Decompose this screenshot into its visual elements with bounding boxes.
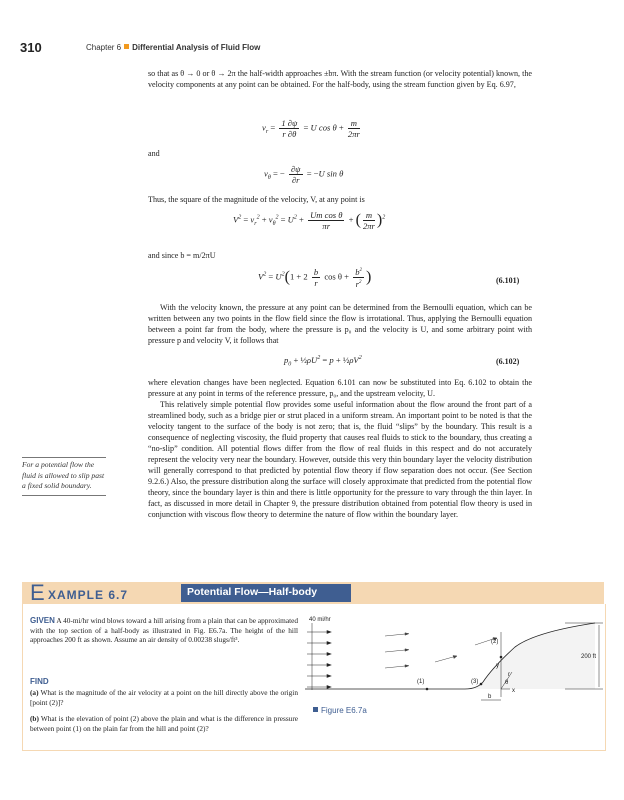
find-item-a bbox=[30, 688, 298, 707]
paragraph-2: Thus, the square of the magnitude of the velocity, V, at any point is bbox=[148, 195, 365, 204]
text-and: and bbox=[148, 149, 160, 158]
page-header bbox=[20, 40, 600, 60]
find-b-text: What is the elevation of point (2) above the plain and what is the difference in pressure between point (1) on the plain far from the hill and point (2)? bbox=[30, 714, 298, 733]
given-text: A 40-mi/hr wind blows toward a hill arising from a plain that can be approximated with the top section of a half-body as illustrated in Fig. E6.7a. The height of the hill approaches 200 ft as shown. Assume an air density of 0.00238 slugs/ft³. bbox=[30, 616, 299, 644]
paragraph-1: so that as θ → 0 or θ → 2π the half-width approaches ±bπ. With the stream function (or velocity potential) known, the velocity components at any point can be obtained. For the half-body, using the stream function given by Eq. 6.97, bbox=[148, 69, 532, 89]
given-label: GIVEN bbox=[30, 616, 55, 625]
wind-speed-label: 40 mi/hr bbox=[309, 617, 331, 623]
paragraph-6: This relatively simple potential flow provides some useful information about the flow around the front part of a streamlined body, such as a bridge pier or strut placed in a uniform stream. An important point to be noted is that the velocity tangent to the surface of the body is not zero; that is, the fluid “slips” by the boundary. This result is a consequence of neglecting viscosity, the fluid property that causes real fluids to stick to the boundary, thus creating a “no-slip” condition. All potential flows differ from the flow of real fluids in this respect and do not accurately represent the velocity very near the boundary. However, outside this very thin boundary layer the velocity distribution will generally correspond to that predicted by potential flow theory if flow separation does not occur. (See Section 9.2.6.) Also, the pressure distribution along the surface will closely approximate that predicted from the potential flow theory, since the boundary layer is thin and there is little opportunity for the pressure to vary through the thin layer. In fact, as discussed in more detail in Chapter 9, the pressure distribution obtained from potential flow theory is used in conjunction with viscous flow theory to determine the nature of flow within the boundary layer. bbox=[148, 400, 532, 519]
find-item-b bbox=[30, 714, 298, 733]
equation-number-6-101: (6.101) bbox=[496, 276, 520, 285]
y-label: y bbox=[496, 663, 499, 669]
example-title-tab bbox=[181, 584, 351, 602]
caption-square-icon bbox=[313, 707, 318, 712]
equation-number-6-102: (6.102) bbox=[496, 357, 520, 366]
point-2-label: (2) bbox=[491, 639, 499, 645]
example-number: XAMPLE 6.7 bbox=[48, 588, 129, 602]
find-label: FIND bbox=[30, 677, 49, 686]
point-3-marker bbox=[480, 683, 483, 686]
square-bullet-icon bbox=[124, 44, 129, 49]
given-section bbox=[30, 616, 298, 645]
r-label: r bbox=[508, 672, 510, 678]
equation-velocity-squared: $V^2 = v_r^2 + v_\theta^2 = U^2$ + $\frac{\text{Um cos θ}}{\pi r}$ + ( $\frac{m}{2\pi r}$ )$^2$ bbox=[233, 210, 386, 231]
equation-6-101: $V^2 = U^2(1 + 2$ $\frac{b}{r}$ cos θ + $\frac{b^2}{r^2}$ ) bbox=[258, 266, 372, 289]
find-a-tag: (a) bbox=[30, 688, 39, 697]
chapter-label: Chapter 6 bbox=[86, 43, 122, 52]
equation-6-102: $p_0$ + $\frac{1}{2}\rho U^2 = p$ + $\frac{1}{2}\rho V^2$ bbox=[284, 355, 362, 368]
find-b-tag: (b) bbox=[30, 714, 39, 723]
paragraph-5: where elevation changes have been neglected. Equation 6.101 can now be substituted into Eq. 6.102 to obtain the pressure at any point in terms of the reference pressure, p₀, and the upstream velocity, U. bbox=[148, 378, 532, 398]
margin-note bbox=[22, 460, 106, 492]
find-a-text: What is the magnitude of the air velocity at a point on the hill directly above the origin [point (2)]? bbox=[30, 688, 298, 707]
figure-caption-text: Figure E6.7a bbox=[321, 706, 367, 715]
equation-vr: $v_r$ = $\frac{1 \partial\psi}{r \partial\theta}$ = U cos θ + $\frac{m}{2\pi r}$ bbox=[262, 118, 360, 139]
x-label: x bbox=[512, 688, 515, 694]
paragraph-4: With the velocity known, the pressure at any point can be determined from the Bernoulli equation, which can be written between any two points in the flow field since the flow is irrotational. Thus, applying the Bernoulli equation between a point far from the body, where the pressure is p₀ and the velocity is U, and some arbitrary point with pressure p and velocity V, it follows that bbox=[148, 303, 532, 345]
height-label: 200 ft bbox=[581, 654, 597, 660]
margin-note-top-rule bbox=[22, 457, 106, 458]
figure-caption bbox=[313, 706, 367, 715]
theta-label: θ bbox=[505, 680, 509, 686]
equation-vtheta: $v_\theta$ = − $\frac{\partial\psi}{\partial r}$ = −U sin θ bbox=[264, 164, 344, 185]
paragraph-3: and since b = m/2πU bbox=[148, 251, 216, 260]
b-label: b bbox=[488, 694, 492, 700]
page-number: 310 bbox=[20, 40, 42, 55]
point-3-label: (3) bbox=[471, 679, 479, 685]
point-2-marker bbox=[500, 656, 503, 659]
flow-arrows bbox=[385, 633, 497, 668]
point-1-marker bbox=[426, 688, 429, 691]
example-big-letter: E bbox=[30, 580, 45, 605]
chapter-title: Differential Analysis of Fluid Flow bbox=[132, 43, 261, 52]
wind-arrows bbox=[307, 623, 331, 690]
hill-shading bbox=[305, 623, 595, 689]
margin-note-text: For a potential flow the fluid is allowed to slip past a fixed solid boundary. bbox=[22, 460, 105, 490]
example-title: Potential Flow—Half-body bbox=[187, 586, 318, 598]
point-1-label: (1) bbox=[417, 679, 425, 685]
margin-note-bottom-rule bbox=[22, 495, 106, 496]
chapter-heading bbox=[86, 43, 260, 52]
